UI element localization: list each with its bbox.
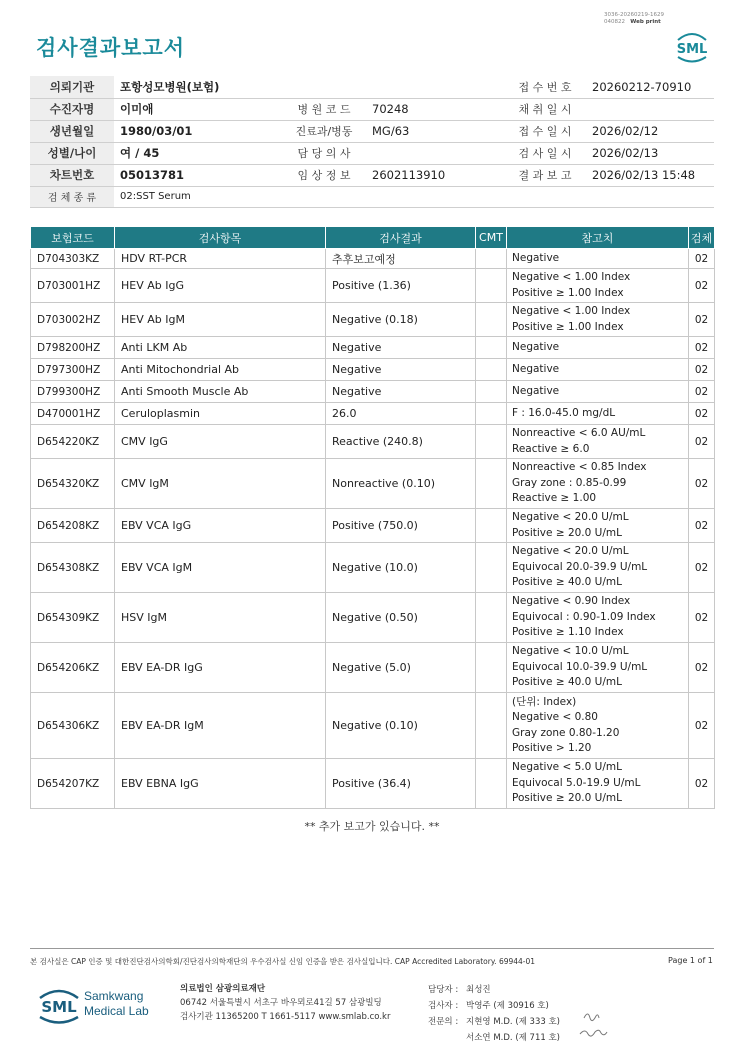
specimen-label: 검 체 종 류: [30, 186, 114, 207]
info-label: 검 사 일 시: [504, 142, 586, 164]
test-item-cell: Ceruloplasmin: [115, 403, 326, 425]
specimen-cell: 02: [689, 509, 715, 543]
cmt-cell: [476, 337, 507, 359]
cmt-cell: [476, 403, 507, 425]
reference-cell: Negative: [507, 249, 689, 269]
cmt-cell: [476, 269, 507, 303]
organization-info: [180, 982, 390, 1024]
table-row: [31, 359, 715, 381]
column-header: 검사항목: [115, 227, 326, 249]
cmt-cell: [476, 643, 507, 693]
result-cell: 추후보고예정: [326, 249, 476, 269]
specimen-row: [30, 186, 714, 207]
staff-row: [428, 998, 560, 1014]
column-header: CMT: [476, 227, 507, 249]
staff-name: 박영주 (제 30916 호): [466, 1001, 549, 1011]
insurance-code-cell: D654309KZ: [31, 593, 115, 643]
test-item-cell: Anti LKM Ab: [115, 337, 326, 359]
footer-logo-text: SML: [41, 998, 77, 1016]
insurance-code-cell: D704303KZ: [31, 249, 115, 269]
test-item-cell: HEV Ab IgM: [115, 303, 326, 337]
table-row: [31, 381, 715, 403]
signature-icon: [576, 1008, 612, 1042]
specimen-cell: 02: [689, 593, 715, 643]
column-header: 보험코드: [31, 227, 115, 249]
cmt-cell: [476, 425, 507, 459]
footer-logo: [36, 982, 186, 1028]
specimen-cell: 02: [689, 459, 715, 509]
staff-row: [428, 1030, 560, 1046]
info-value: 2026/02/13: [586, 142, 714, 164]
staff-role: [428, 1030, 466, 1046]
table-row: [31, 543, 715, 593]
test-item-cell: CMV IgM: [115, 459, 326, 509]
print-id-line2: 040822: [604, 19, 625, 25]
brand-line2: Medical Lab: [84, 1004, 149, 1018]
sml-logo-icon: [672, 26, 712, 66]
specimen-cell: 02: [689, 381, 715, 403]
cmt-cell: [476, 543, 507, 593]
test-item-cell: HEV Ab IgG: [115, 269, 326, 303]
reference-cell: Negative: [507, 381, 689, 403]
result-cell: Positive (1.36): [326, 269, 476, 303]
info-label: 성별/나이: [30, 142, 114, 164]
test-item-cell: EBV EA-DR IgM: [115, 693, 326, 759]
info-value: 포항성모병원(보험): [114, 76, 282, 98]
insurance-code-cell: D654308KZ: [31, 543, 115, 593]
cmt-cell: [476, 381, 507, 403]
insurance-code-cell: D654207KZ: [31, 759, 115, 809]
print-id: [604, 12, 664, 26]
column-header: 검사결과: [326, 227, 476, 249]
sml-footer-logo-icon: [36, 982, 82, 1028]
table-row: [31, 459, 715, 509]
test-item-cell: CMV IgG: [115, 425, 326, 459]
table-row: [31, 303, 715, 337]
more-report-notice: ** 추가 보고가 있습니다. **: [304, 820, 440, 833]
table-row: [31, 249, 715, 269]
column-header: 검체: [689, 227, 715, 249]
cmt-cell: [476, 693, 507, 759]
reference-cell: Negative: [507, 337, 689, 359]
specimen-cell: 02: [689, 359, 715, 381]
cmt-cell: [476, 303, 507, 337]
staff-name: 최성진: [466, 985, 491, 995]
result-cell: Negative (5.0): [326, 643, 476, 693]
info-label: 병 원 코 드: [282, 98, 366, 120]
insurance-code-cell: D470001HZ: [31, 403, 115, 425]
info-label: 생년월일: [30, 120, 114, 142]
info-value: 05013781: [114, 164, 282, 186]
staff-row: [428, 1014, 560, 1030]
results-table: [30, 226, 715, 809]
result-cell: Reactive (240.8): [326, 425, 476, 459]
staff-row: [428, 982, 560, 998]
insurance-code-cell: D654220KZ: [31, 425, 115, 459]
cmt-cell: [476, 249, 507, 269]
info-value: [366, 142, 504, 164]
result-cell: Negative (10.0): [326, 543, 476, 593]
specimen-cell: 02: [689, 337, 715, 359]
info-label: 결 과 보 고: [504, 164, 586, 186]
specimen-cell: 02: [689, 403, 715, 425]
cmt-cell: [476, 509, 507, 543]
specimen-cell: 02: [689, 759, 715, 809]
cmt-cell: [476, 359, 507, 381]
table-row: [31, 403, 715, 425]
info-value: MG/63: [366, 120, 504, 142]
result-cell: Negative (0.50): [326, 593, 476, 643]
info-value: 이미애: [114, 98, 282, 120]
info-label: 채 취 일 시: [504, 98, 586, 120]
insurance-code-cell: D797300HZ: [31, 359, 115, 381]
staff-role: 검사자 :: [428, 1001, 459, 1011]
reference-cell: Negative < 20.0 U/mL Equivocal 20.0-39.9 U/mL Positive ≥ 40.0 U/mL: [507, 543, 689, 593]
test-item-cell: HDV RT-PCR: [115, 249, 326, 269]
info-label: 수진자명: [30, 98, 114, 120]
reference-cell: (단위: Index) Negative < 0.80 Gray zone 0.80-1.20 Positive > 1.20: [507, 693, 689, 759]
info-value: 2602113910: [366, 164, 504, 186]
insurance-code-cell: D654320KZ: [31, 459, 115, 509]
reference-cell: Negative: [507, 359, 689, 381]
staff-name: 서소연 M.D. (제 711 호): [466, 1033, 561, 1043]
specimen-cell: 02: [689, 425, 715, 459]
table-row: [31, 337, 715, 359]
insurance-code-cell: D654206KZ: [31, 643, 115, 693]
result-cell: Positive (36.4): [326, 759, 476, 809]
reference-cell: Negative < 20.0 U/mL Positive ≥ 20.0 U/mL: [507, 509, 689, 543]
insurance-code-cell: D798200HZ: [31, 337, 115, 359]
reference-cell: Negative < 1.00 Index Positive ≥ 1.00 Index: [507, 269, 689, 303]
specimen-cell: 02: [689, 643, 715, 693]
test-item-cell: Anti Smooth Muscle Ab: [115, 381, 326, 403]
reference-cell: Nonreactive < 6.0 AU/mL Reactive ≥ 6.0: [507, 425, 689, 459]
staff-name: 지현영 M.D. (제 333 호): [466, 1017, 561, 1027]
page-title: 검사결과보고서: [36, 36, 186, 60]
info-row: [30, 76, 714, 98]
staff-role: 담당자 :: [428, 985, 459, 995]
staff-role: 전문의 :: [428, 1017, 459, 1027]
test-item-cell: EBV VCA IgG: [115, 509, 326, 543]
table-row: [31, 693, 715, 759]
result-cell: Nonreactive (0.10): [326, 459, 476, 509]
info-value: 2026/02/12: [586, 120, 714, 142]
print-id-tag: Web print: [630, 19, 661, 25]
staff-info: [428, 982, 560, 1046]
info-value: 2026/02/13 15:48: [586, 164, 714, 186]
info-row: [30, 98, 714, 120]
print-id-line1: 3036-20260219-1629: [604, 12, 664, 18]
table-row: [31, 759, 715, 809]
specimen-cell: 02: [689, 249, 715, 269]
insurance-code-cell: D703002HZ: [31, 303, 115, 337]
info-label: 진료과/병동: [282, 120, 366, 142]
page-number: Page 1 of 1: [668, 956, 713, 965]
info-value: 20260212-70910: [586, 76, 714, 98]
reference-cell: Negative < 1.00 Index Positive ≥ 1.00 Index: [507, 303, 689, 337]
result-cell: Negative: [326, 381, 476, 403]
info-label: [282, 76, 366, 98]
org-contact: 검사기관 11365200 T 1661-5117 www.smlab.co.kr: [180, 1012, 391, 1022]
org-name: 의료법인 삼광의료재단: [180, 984, 266, 994]
info-label: 의뢰기관: [30, 76, 114, 98]
result-cell: Negative: [326, 337, 476, 359]
test-item-cell: EBV EA-DR IgG: [115, 643, 326, 693]
table-row: [31, 509, 715, 543]
specimen-cell: 02: [689, 543, 715, 593]
column-header: 참고치: [507, 227, 689, 249]
result-cell: Positive (750.0): [326, 509, 476, 543]
cmt-cell: [476, 593, 507, 643]
insurance-code-cell: D654208KZ: [31, 509, 115, 543]
footer-divider: [30, 948, 714, 949]
result-cell: 26.0: [326, 403, 476, 425]
insurance-code-cell: D654306KZ: [31, 693, 115, 759]
result-cell: Negative: [326, 359, 476, 381]
reference-cell: F : 16.0-45.0 mg/dL: [507, 403, 689, 425]
specimen-cell: 02: [689, 693, 715, 759]
info-row: [30, 164, 714, 186]
result-cell: Negative (0.10): [326, 693, 476, 759]
info-value: 70248: [366, 98, 504, 120]
table-row: [31, 269, 715, 303]
info-row: [30, 120, 714, 142]
specimen-cell: 02: [689, 303, 715, 337]
reference-cell: Negative < 5.0 U/mL Equivocal 5.0-19.9 U/mL Positive ≥ 20.0 U/mL: [507, 759, 689, 809]
info-row: [30, 142, 714, 164]
test-item-cell: EBV EBNA IgG: [115, 759, 326, 809]
test-item-cell: HSV IgM: [115, 593, 326, 643]
cmt-cell: [476, 459, 507, 509]
logo-text: SML: [676, 42, 708, 57]
certification-text: 본 검사실은 CAP 인증 및 대한진단검사의학회/진단검사의학재단의 우수검사실 신임 인증을 받은 검사실입니다. CAP Accredited Laboratory. 69944-01: [30, 957, 536, 966]
info-label: 접 수 일 시: [504, 120, 586, 142]
reference-cell: Negative < 10.0 U/mL Equivocal 10.0-39.9 U/mL Positive ≥ 40.0 U/mL: [507, 643, 689, 693]
info-value: [366, 76, 504, 98]
result-cell: Negative (0.18): [326, 303, 476, 337]
info-label: 담 당 의 사: [282, 142, 366, 164]
info-label: 차트번호: [30, 164, 114, 186]
test-item-cell: EBV VCA IgM: [115, 543, 326, 593]
brand-line1: Samkwang: [84, 989, 144, 1003]
specimen-value: 02:SST Serum: [114, 186, 714, 207]
cmt-cell: [476, 759, 507, 809]
info-label: 접 수 번 호: [504, 76, 586, 98]
patient-info-table: [30, 76, 714, 208]
org-address: 06742 서울특별시 서초구 바우뫼로41길 57 삼광빌딩: [180, 998, 382, 1008]
info-value: 1980/03/01: [114, 120, 282, 142]
specimen-cell: 02: [689, 269, 715, 303]
insurance-code-cell: D799300HZ: [31, 381, 115, 403]
reference-cell: Negative < 0.90 Index Equivocal : 0.90-1.09 Index Positive ≥ 1.10 Index: [507, 593, 689, 643]
info-value: [586, 98, 714, 120]
info-label: 임 상 정 보: [282, 164, 366, 186]
insurance-code-cell: D703001HZ: [31, 269, 115, 303]
test-item-cell: Anti Mitochondrial Ab: [115, 359, 326, 381]
table-row: [31, 593, 715, 643]
info-value: 여 / 45: [114, 142, 282, 164]
table-row: [31, 425, 715, 459]
reference-cell: Nonreactive < 0.85 Index Gray zone : 0.85-0.99 Reactive ≥ 1.00: [507, 459, 689, 509]
table-row: [31, 643, 715, 693]
